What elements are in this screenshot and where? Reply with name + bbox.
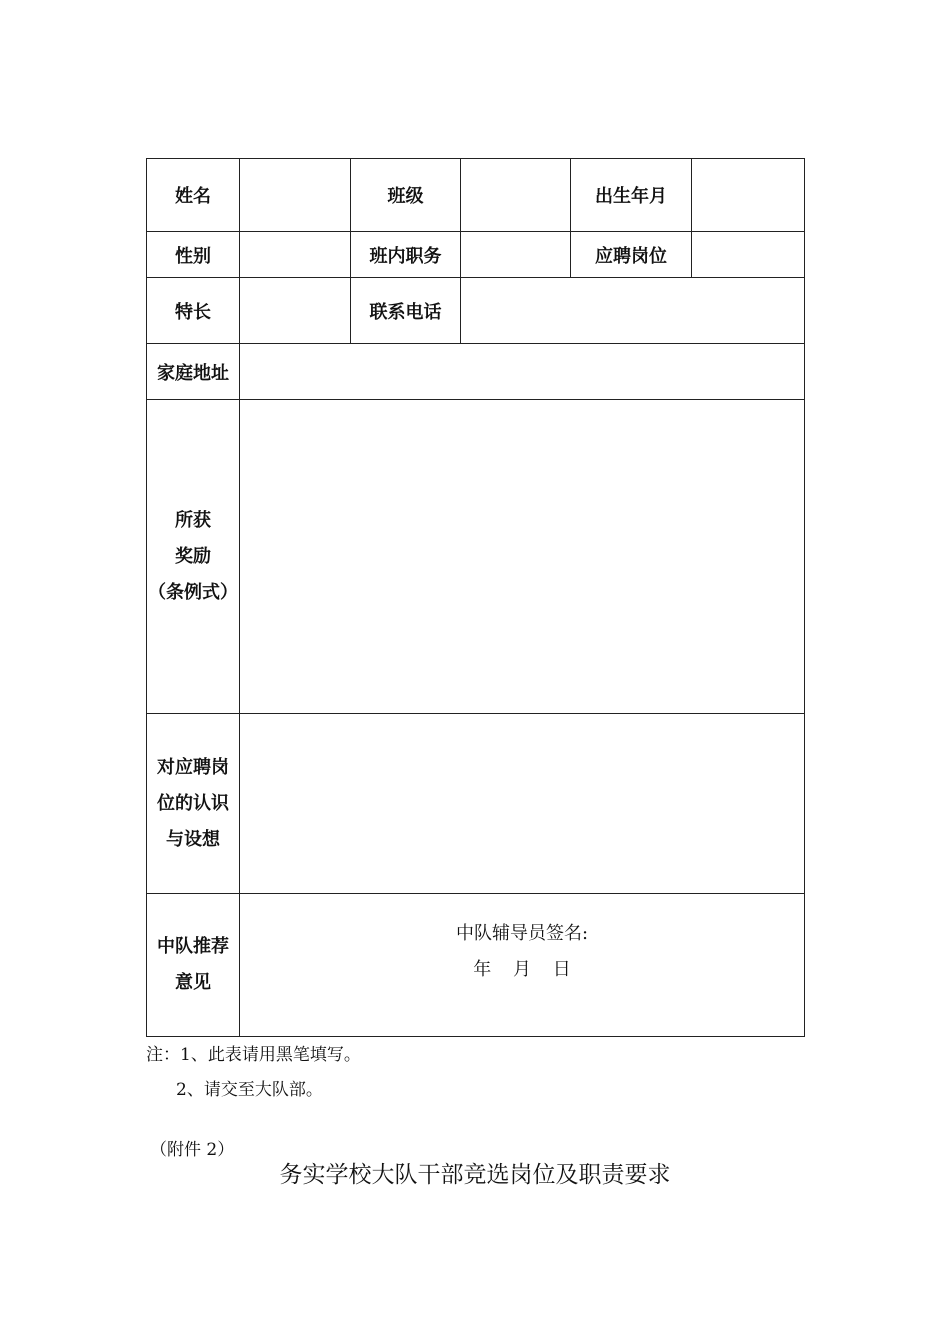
understanding-label-line2: 位的认识 [157,792,229,814]
address-label: 家庭地址 [147,344,240,400]
awards-label-line3: （条例式） [148,581,238,603]
class-field[interactable] [461,159,571,232]
recommendation-label [147,894,240,1037]
awards-label [147,400,240,714]
attachment-label: （附件 2） [150,1140,235,1160]
applied-position-field[interactable] [692,232,805,278]
recommendation-label-line2: 意见 [175,972,211,993]
address-field[interactable] [240,344,805,400]
name-field[interactable] [240,159,351,232]
awards-label-line2: 奖励 [175,545,211,567]
class-label: 班级 [351,159,461,232]
specialty-label: 特长 [147,278,240,344]
document-title: 务实学校大队干部竞选岗位及职责要求 [279,1162,671,1188]
birth-date-field[interactable] [692,159,805,232]
understanding-label-line1: 对应聘岗 [157,756,229,778]
awards-label-line1: 所获 [175,509,211,531]
birth-date-label: 出生年月 [571,159,692,232]
understanding-label [147,714,240,894]
phone-label: 联系电话 [351,278,461,344]
application-form-table [146,158,805,1037]
class-duty-label: 班内职务 [351,232,461,278]
note-line-2: 2、请交至大队部。 [176,1080,323,1100]
date-day-label: 日 [552,959,571,980]
applied-position-label: 应聘岗位 [571,232,692,278]
gender-label: 性别 [147,232,240,278]
recommendation-label-line1: 中队推荐 [157,936,229,957]
awards-field[interactable] [240,400,805,714]
gender-field[interactable] [240,232,351,278]
date-month-label: 月 [513,959,531,980]
understanding-label-line3: 与设想 [166,828,220,850]
recommendation-field[interactable] [240,894,805,1037]
class-duty-field[interactable] [461,232,571,278]
counselor-signature-label: 中队辅导员签名: [455,923,589,944]
signature-date [240,952,804,988]
specialty-field[interactable] [240,278,351,344]
note-line-1: 注：1、此表请用黑笔填写。 [146,1045,361,1065]
understanding-field[interactable] [240,714,805,894]
name-label: 姓名 [147,159,240,232]
signature-block [240,894,804,988]
phone-field[interactable] [461,278,805,344]
date-year-label: 年 [473,959,492,980]
